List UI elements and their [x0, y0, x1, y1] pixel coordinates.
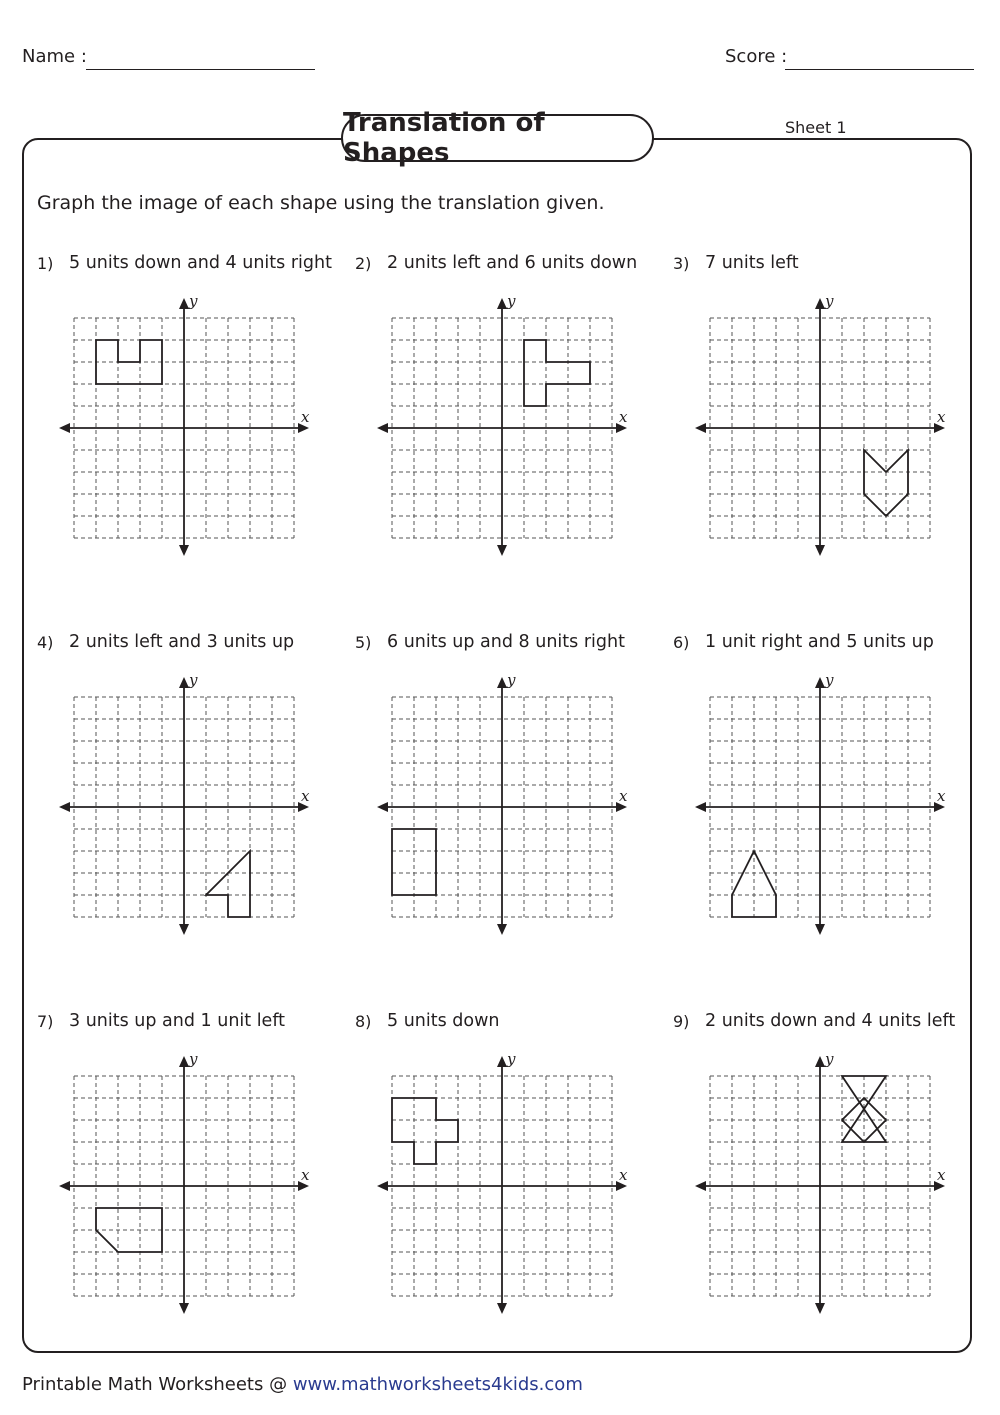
footer-link[interactable]: www.mathworksheets4kids.com: [292, 1374, 583, 1395]
problem-1: [37, 254, 355, 634]
y-axis-label: y: [189, 292, 198, 310]
problem-number: 4): [37, 633, 54, 652]
problem-number: 1): [37, 254, 54, 273]
coordinate-grid: [37, 1012, 355, 1322]
y-axis-arrow-top: [815, 298, 825, 309]
x-axis-arrow-left: [59, 423, 70, 433]
y-axis-label: y: [189, 1050, 198, 1068]
coordinate-grid: [355, 633, 673, 943]
coordinate-grid: [673, 633, 991, 943]
y-axis-arrow-bottom: [497, 545, 507, 556]
x-axis-label: x: [619, 408, 628, 426]
footer: [22, 1374, 583, 1395]
coordinate-grid: [355, 254, 673, 564]
problem-8: [355, 1012, 673, 1392]
y-axis-arrow-top: [179, 298, 189, 309]
problem-prompt: 2 units left and 3 units up: [69, 632, 295, 652]
x-axis-label: x: [937, 408, 946, 426]
y-axis-arrow-top: [179, 1056, 189, 1067]
x-axis-arrow-left: [59, 1181, 70, 1191]
problem-7: [37, 1012, 355, 1392]
name-field[interactable]: [86, 69, 315, 70]
pre-image-shape: [392, 1098, 458, 1164]
y-axis-arrow-bottom: [815, 1303, 825, 1314]
problem-number: 3): [673, 254, 690, 273]
x-axis-label: x: [937, 787, 946, 805]
score-label: Score :: [725, 46, 788, 67]
problem-6: [673, 633, 991, 1013]
y-axis-label: y: [825, 292, 834, 310]
coordinate-grid: [673, 254, 991, 564]
coordinate-grid: [673, 1012, 991, 1322]
y-axis-arrow-bottom: [815, 545, 825, 556]
y-axis-arrow-bottom: [497, 1303, 507, 1314]
problem-number: 6): [673, 633, 690, 652]
problem-number: 5): [355, 633, 372, 652]
problem-prompt: 3 units up and 1 unit left: [69, 1011, 286, 1031]
footer-text: Printable Math Worksheets @: [22, 1374, 293, 1395]
y-axis-label: y: [189, 671, 198, 689]
x-axis-arrow-left: [377, 802, 388, 812]
x-axis-label: x: [619, 1166, 628, 1184]
problem-number: 8): [355, 1012, 372, 1031]
y-axis-arrow-top: [815, 1056, 825, 1067]
sheet-label: Sheet 1: [785, 118, 847, 137]
problem-9: [673, 1012, 991, 1392]
problem-number: 9): [673, 1012, 690, 1031]
y-axis-arrow-bottom: [179, 1303, 189, 1314]
coordinate-grid: [37, 633, 355, 943]
problem-5: [355, 633, 673, 1013]
y-axis-arrow-top: [815, 677, 825, 688]
problem-prompt: 5 units down and 4 units right: [69, 253, 332, 273]
name-label: Name :: [22, 46, 87, 67]
y-axis-arrow-top: [179, 677, 189, 688]
problem-4: [37, 633, 355, 1013]
problem-prompt: 7 units left: [705, 253, 799, 273]
coordinate-grid: [37, 254, 355, 564]
pre-image-shape: [524, 340, 590, 406]
x-axis-arrow-left: [377, 423, 388, 433]
y-axis-label: y: [507, 292, 516, 310]
score-field[interactable]: [785, 69, 974, 70]
worksheet-title: Translation of Shapes: [341, 114, 654, 162]
problem-3: [673, 254, 991, 634]
problem-prompt: 2 units left and 6 units down: [387, 253, 638, 273]
y-axis-label: y: [507, 671, 516, 689]
x-axis-arrow-left: [695, 802, 706, 812]
x-axis-label: x: [301, 408, 310, 426]
problem-prompt: 5 units down: [387, 1011, 500, 1031]
y-axis-arrow-top: [497, 1056, 507, 1067]
problem-number: 7): [37, 1012, 54, 1031]
instructions: Graph the image of each shape using the translation given.: [37, 192, 605, 214]
problem-prompt: 2 units down and 4 units left: [705, 1011, 956, 1031]
x-axis-arrow-left: [695, 1181, 706, 1191]
y-axis-label: y: [825, 1050, 834, 1068]
y-axis-arrow-bottom: [179, 545, 189, 556]
problem-number: 2): [355, 254, 372, 273]
problem-prompt: 6 units up and 8 units right: [387, 632, 625, 652]
y-axis-arrow-top: [497, 677, 507, 688]
y-axis-arrow-bottom: [179, 924, 189, 935]
coordinate-grid: [355, 1012, 673, 1322]
x-axis-label: x: [301, 787, 310, 805]
x-axis-arrow-left: [695, 423, 706, 433]
problem-2: [355, 254, 673, 634]
y-axis-label: y: [507, 1050, 516, 1068]
y-axis-arrow-bottom: [815, 924, 825, 935]
x-axis-label: x: [301, 1166, 310, 1184]
x-axis-label: x: [937, 1166, 946, 1184]
x-axis-arrow-left: [59, 802, 70, 812]
y-axis-label: y: [825, 671, 834, 689]
x-axis-label: x: [619, 787, 628, 805]
problem-prompt: 1 unit right and 5 units up: [705, 632, 934, 652]
x-axis-arrow-left: [377, 1181, 388, 1191]
y-axis-arrow-top: [497, 298, 507, 309]
y-axis-arrow-bottom: [497, 924, 507, 935]
